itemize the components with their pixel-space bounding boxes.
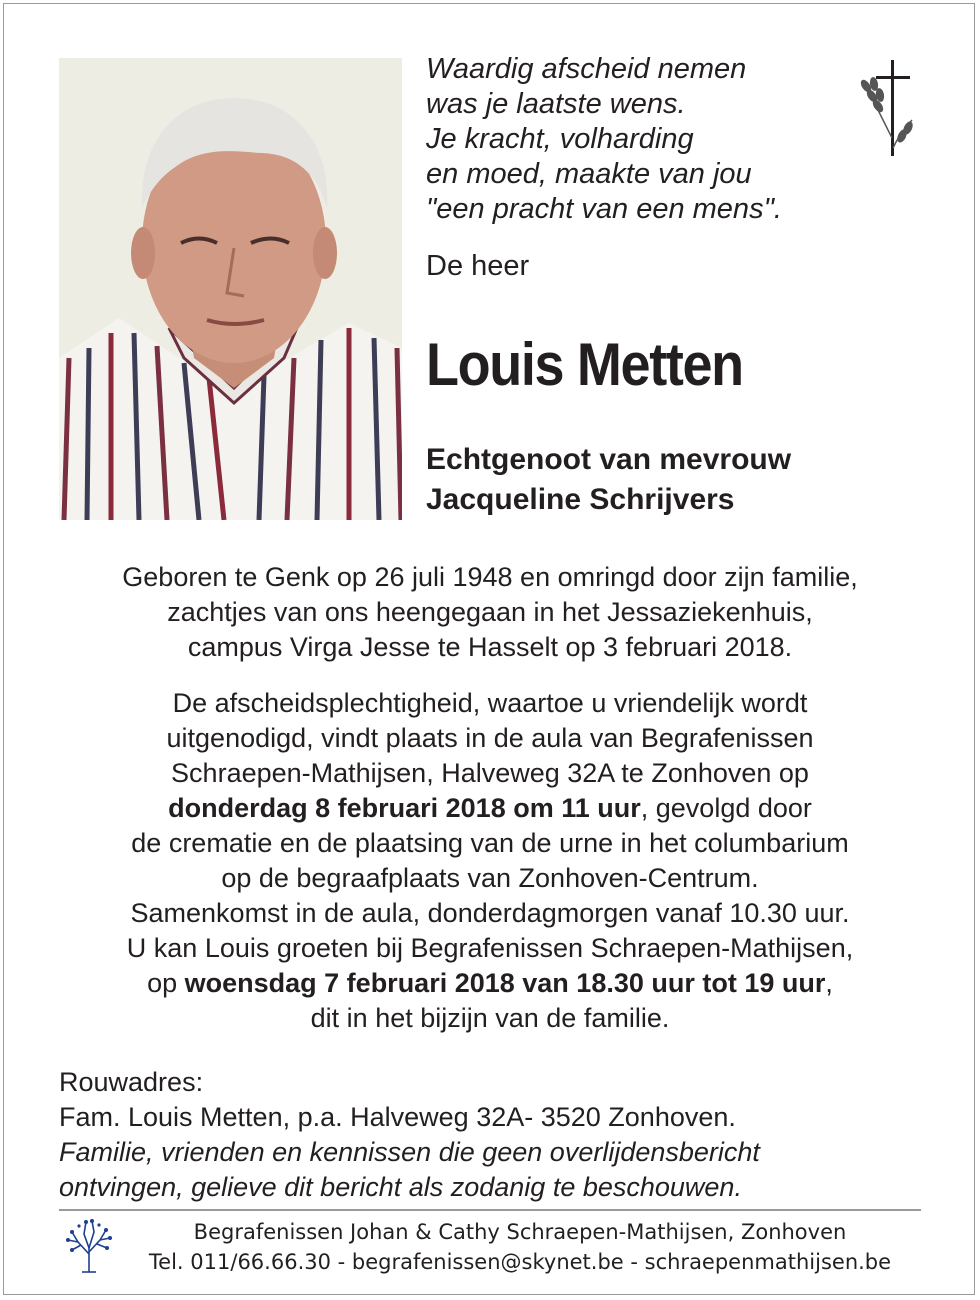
ceremony-text: op: [147, 968, 185, 998]
ceremony-line: [40, 791, 940, 826]
birth-line: Geboren te Genk op 26 juli 1948 en omringd door zijn familie,: [122, 562, 858, 592]
ceremony-line: Samenkomst in de aula, donderdagmorgen vanaf 10.30 uur.: [130, 898, 850, 928]
ceremony-line: De afscheidsplechtigheid, waartoe u vriendelijk wordt: [172, 688, 808, 718]
ceremony-text: ,: [825, 968, 833, 998]
mourning-address: [59, 1065, 760, 1205]
spouse-name: Jacqueline Schrijvers: [426, 483, 735, 516]
poem-line: en moed, maakte van jou: [426, 158, 752, 190]
divider: [59, 1209, 921, 1211]
funeral-home-name: Begrafenissen Johan & Cathy Schraepen-Mathijsen, Zonhoven: [193, 1220, 847, 1244]
poem: [426, 52, 782, 227]
portrait-photo: [59, 58, 402, 520]
poem-line: Je kracht, volharding: [426, 123, 694, 155]
spouse-line: Echtgenoot van mevrouw: [426, 443, 792, 476]
ceremony-line: de crematie en de plaatsing van de urne in het columbarium: [131, 828, 849, 858]
ceremony-date: donderdag 8 februari 2018 om 11 uur: [168, 793, 641, 823]
ceremony-line: dit in het bijzijn van de familie.: [310, 1003, 670, 1033]
visitation-date: woensdag 7 februari 2018 van 18.30 uur tot 19 uur: [184, 968, 826, 998]
ceremony-line: U kan Louis groeten bij Begrafenissen Schraepen-Mathijsen,: [126, 933, 854, 963]
address-label: Rouwadres:: [59, 1067, 204, 1097]
birth-paragraph: [40, 560, 940, 665]
ceremony-line: [40, 966, 940, 1001]
ceremony-line: uitgenodigd, vindt plaats in de aula van Begrafenissen: [166, 723, 814, 753]
ceremony-line: Schraepen-Mathijsen, Halveweg 32A te Zonhoven op: [171, 758, 809, 788]
title: De heer: [426, 250, 530, 282]
birth-line: campus Virga Jesse te Hasselt op 3 februari 2018.: [187, 632, 793, 662]
ceremony-line: op de begraafplaats van Zonhoven-Centrum.: [221, 863, 759, 893]
poem-line: was je laatste wens.: [426, 88, 686, 120]
address-note: ontvingen, gelieve dit bericht als zodanig te beschouwen.: [59, 1172, 742, 1202]
tree-logo-icon: [64, 1216, 114, 1274]
funeral-home-contact: Tel. 011/66.66.30 - begrafenissen@skynet.be - schraepenmathijsen.be: [148, 1250, 892, 1274]
deceased-name: Louis Metten: [426, 331, 743, 398]
address-note: Familie, vrienden en kennissen die geen overlijdensbericht: [59, 1137, 760, 1167]
cross-with-wheat-icon: [852, 58, 926, 158]
address-line: Fam. Louis Metten, p.a. Halveweg 32A- 3520 Zonhoven.: [59, 1102, 736, 1132]
funeral-home-info: [120, 1217, 920, 1277]
ceremony-text: , gevolgd door: [640, 793, 812, 823]
ceremony-paragraph: [40, 686, 940, 1036]
spouse: [426, 440, 791, 520]
poem-line: "een pracht van een mens".: [426, 193, 782, 225]
birth-line: zachtjes van ons heengegaan in het Jessaziekenhuis,: [167, 597, 813, 627]
poem-line: Waardig afscheid nemen: [426, 53, 747, 85]
